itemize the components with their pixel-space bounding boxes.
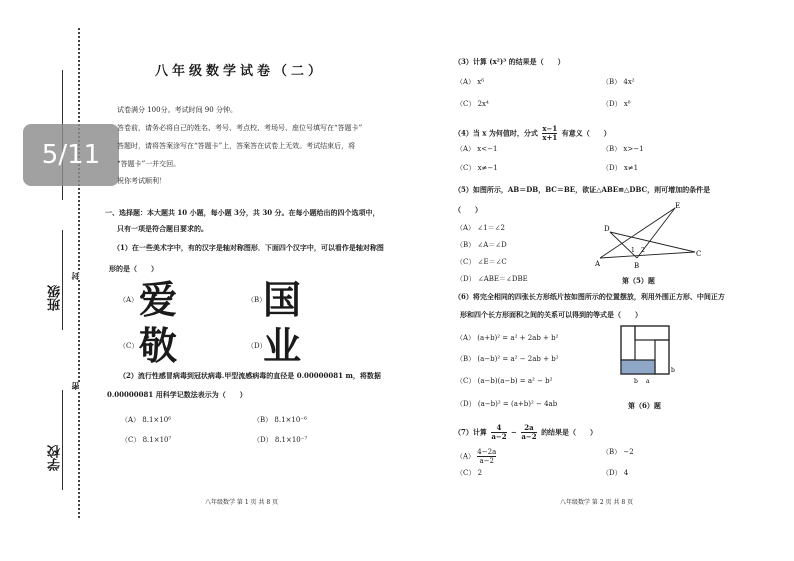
- rect-bottom-shaded: [621, 360, 655, 374]
- question-2: 0.00000081 用科学记数法表示为（ ）: [107, 390, 247, 399]
- page-footer: 八年级数学 第 2 页 共 8 页: [560, 499, 634, 506]
- option-label: （B）: [247, 296, 267, 304]
- option: （B） −2: [602, 448, 634, 456]
- class-label: 班级: [48, 285, 63, 311]
- squares-figure: [616, 323, 676, 385]
- line-dc: [610, 232, 695, 252]
- question-3: （3）计算 (x²)³ 的结果是（ ）: [454, 57, 565, 66]
- option: （C） x≠−1: [456, 164, 498, 172]
- exam-page-2: [452, 0, 752, 561]
- option-label: （D）: [247, 342, 267, 350]
- section-heading: 一、选择题：本大题共 10 小题，每小题 3分，共 30 分。在每小题给出的四个选项中，: [105, 208, 380, 217]
- option: （B） 8.1×10⁻⁶: [253, 416, 307, 424]
- option: （D） x⁸: [602, 100, 631, 108]
- option: （B） (a−b)² = a² − 2ab + b²: [456, 355, 559, 363]
- figure-caption: 第（5）题: [622, 276, 655, 285]
- option: （C） 2: [456, 469, 483, 477]
- triangle-figure: [595, 200, 705, 272]
- option: （D） x≠1: [602, 164, 639, 172]
- question-1: （1）在一些美术字中，有的汉字是轴对称图形．下面四个汉字中，可以看作是轴对称图: [113, 243, 384, 252]
- option: （B） x>−1: [602, 145, 644, 153]
- option: （D） 8.1×10⁻⁷: [253, 436, 308, 444]
- option: （B） ∠A＝∠D: [456, 241, 507, 249]
- page-footer: 八年级数学 第 1 页 共 8 页: [205, 499, 279, 506]
- class-underline: [62, 230, 63, 330]
- point-c-label: C: [696, 250, 702, 258]
- option: （A） x⁶: [456, 78, 485, 86]
- angle-2-label: 2: [641, 247, 645, 254]
- exam-page-1: [95, 0, 400, 561]
- option: （A） $\frac{4-2a}{a-2}$: [456, 448, 497, 465]
- question-4: （4）当 x 为何值时，分式 $\frac{x-1}{x+1}$ 有意义（ ）: [454, 124, 611, 142]
- option: （C） 8.1×10⁷: [121, 436, 172, 444]
- option-char: 国: [263, 278, 302, 322]
- option-label: （C）: [119, 342, 139, 350]
- question-2: （2）流行性感冒病毒到冠状病毒.甲型流感病毒的直径是 0.00000081 m，将数据: [119, 371, 381, 380]
- instruction-line: 答卷前，请务必将自己的姓名、考号、考点校、考场号、座位号填写在“答题卡”: [117, 124, 363, 132]
- seal-char: 密: [71, 382, 80, 390]
- option: （D） (a−b)² = (a+b)² − 4ab: [456, 400, 558, 408]
- section-heading: 只有一项是符合题目要求的。: [117, 224, 208, 233]
- option: （A） x<−1: [456, 145, 498, 153]
- option-label: （A）: [119, 296, 139, 304]
- option: （A） ∠1＝∠2: [456, 224, 505, 232]
- question-1: 形的是（ ）: [109, 264, 158, 273]
- option: （D） ∠ABE＝∠DBE: [456, 275, 528, 283]
- seal-char: 封: [71, 272, 80, 280]
- option: （C） (a−b)(a−b) = a² − b²: [456, 377, 553, 385]
- question-6: （6）将完全相同的四张长方形纸片按如图所示的位置摆放，利用外围正方形、中间正方: [454, 292, 725, 301]
- instruction-line: 试卷满分 100分。考试时间 90 分钟。: [117, 106, 237, 114]
- rect-right: [655, 340, 669, 374]
- instruction-line: “答题卡”一并交回。: [117, 160, 181, 168]
- label-a: a: [646, 378, 650, 385]
- question-7: （7）计算 $\frac{4}{a-2}$ − $\frac{2a}{a-2}$ 的结果是（ ）: [454, 423, 598, 441]
- option: （A） (a+b)² = a² + 2ab + b²: [456, 334, 559, 342]
- rect-left: [621, 326, 635, 360]
- line-ac: [600, 252, 695, 258]
- exam-title: 八年级数学试卷（二）: [155, 64, 326, 79]
- option: （C） 2x⁴: [456, 100, 489, 108]
- binding-margin: [0, 0, 90, 561]
- point-a-label: A: [595, 260, 601, 268]
- option-char: 业: [263, 324, 302, 368]
- label-b: b: [671, 367, 675, 374]
- option-char: 敬: [139, 324, 178, 368]
- question-5: （5）如图所示，AB＝DB，BC＝BE，欲证△ABE≌△DBC，则可增加的条件是: [454, 185, 711, 194]
- option-char: 爱: [139, 278, 178, 322]
- angle-1-label: 1: [631, 247, 635, 254]
- option: （B） 4x²: [602, 78, 635, 86]
- school-label: 学校: [48, 445, 63, 471]
- option: （A） 8.1×10⁶: [121, 416, 172, 424]
- rect-top: [635, 326, 669, 340]
- point-e-label: E: [675, 202, 681, 210]
- instruction-line: 答题时，请将答案涂写在“答题卡”上，答案答在试卷上无效。考试结束后，将: [117, 142, 356, 150]
- option: （C） ∠E＝∠C: [456, 258, 507, 266]
- page-counter-badge: 5/11: [23, 124, 119, 186]
- school-underline: [62, 390, 63, 490]
- point-b-label: B: [634, 262, 640, 270]
- point-d-label: D: [604, 225, 610, 233]
- question-5: （ ）: [454, 205, 482, 214]
- instruction-line: 祝你考试顺利！: [117, 177, 166, 185]
- figure-caption: 第（6）题: [628, 401, 661, 410]
- option: （D） 4: [602, 469, 629, 477]
- label-b: b: [634, 378, 638, 385]
- question-6: 形和四个长方形面积之间的关系可以得到的等式是（ ）: [460, 310, 642, 319]
